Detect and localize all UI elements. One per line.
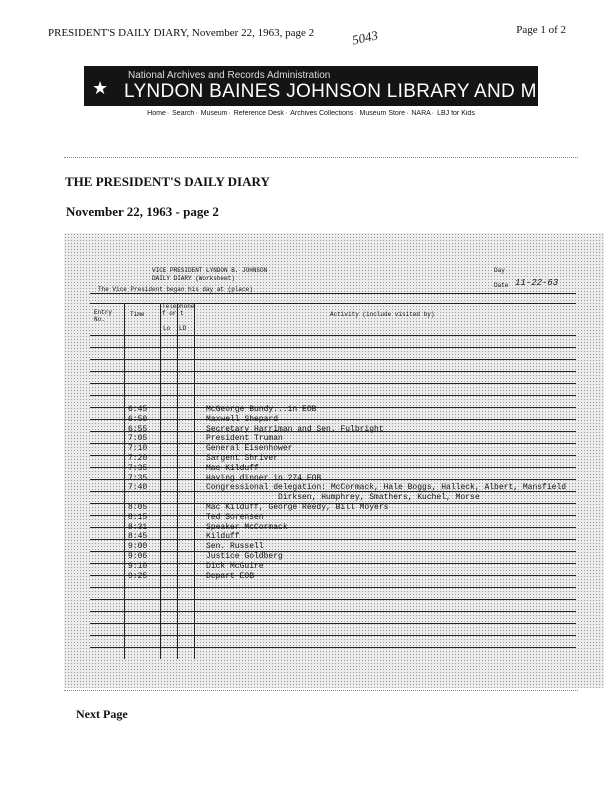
form-row-line bbox=[90, 359, 576, 360]
entry-time: 9:06 bbox=[128, 552, 148, 561]
col-time-header: Time bbox=[130, 311, 145, 318]
entry-activity: McGeorge Bundy...in EOB bbox=[206, 405, 317, 414]
form-row-line bbox=[90, 527, 576, 528]
form-date-label: Date bbox=[494, 282, 509, 289]
entry-time: 7:40 bbox=[128, 483, 148, 493]
entry-activity: Kilduff bbox=[206, 532, 240, 542]
form-place-line: DAILY DIARY (Worksheet) bbox=[152, 275, 235, 282]
form-date-value: 11-22-63 bbox=[515, 278, 559, 288]
form-row-line bbox=[90, 563, 576, 564]
library-title: LYNDON BAINES JOHNSON LIBRARY AND MUSEUM bbox=[124, 81, 607, 102]
form-row-line bbox=[90, 599, 576, 600]
form-row-line bbox=[90, 479, 576, 480]
next-page-link[interactable]: Next Page bbox=[76, 707, 128, 721]
nav-nara[interactable]: NARA bbox=[411, 110, 431, 117]
nav-home[interactable]: Home bbox=[147, 110, 166, 117]
col-entry-header: Entry No. bbox=[94, 309, 113, 323]
entry-time: 9:00 bbox=[128, 542, 148, 552]
entry-activity: Speaker McCormack bbox=[206, 522, 288, 532]
nav-archives[interactable]: Archives Collections bbox=[290, 110, 354, 117]
entry-time: 8:45 bbox=[128, 532, 148, 542]
entry-activity: Having dinner in 274 EOB bbox=[206, 473, 322, 483]
entry-time: 7:05 bbox=[128, 434, 148, 444]
entry-time: 8:05 bbox=[128, 503, 148, 512]
form-row-line bbox=[90, 467, 576, 468]
entry-activity: General Eisenhower bbox=[206, 444, 293, 454]
nav-search[interactable]: Search bbox=[172, 110, 195, 117]
diary-form bbox=[90, 265, 576, 659]
entry-time: 7:35 bbox=[128, 463, 148, 473]
entry-time: 8:31 bbox=[128, 522, 148, 532]
form-row-line bbox=[90, 371, 576, 372]
form-row-line bbox=[90, 455, 576, 456]
form-row-line bbox=[90, 635, 576, 636]
col-ld-header: LD bbox=[179, 325, 187, 332]
col-divider bbox=[194, 303, 195, 659]
form-row-line bbox=[90, 407, 576, 408]
entry-time: 7:10 bbox=[128, 444, 148, 454]
form-row-line bbox=[90, 551, 576, 552]
entry-activity: Secretary Harriman and Sen. Fulbright bbox=[206, 424, 384, 434]
entry-activity: Mac Kilduff bbox=[206, 463, 259, 473]
col-lo-header: Lo bbox=[163, 325, 171, 332]
entry-time: 6:50 bbox=[128, 414, 148, 424]
entry-activity: Sen. Russell bbox=[206, 542, 264, 552]
form-row-line bbox=[90, 395, 576, 396]
form-row-line bbox=[90, 515, 576, 516]
col-activity-header: Activity (include visited by) bbox=[330, 311, 435, 318]
entry-activity: Justice Goldberg bbox=[206, 552, 283, 561]
nav-store[interactable]: Museum Store bbox=[359, 110, 406, 117]
form-row-line bbox=[90, 419, 576, 420]
form-row-line bbox=[90, 383, 576, 384]
entry-activity: Mac Kilduff, George Reedy, Bill Moyers bbox=[206, 503, 389, 512]
star-icon: ★ bbox=[92, 78, 109, 98]
entry-activity: Depart EOB bbox=[206, 571, 255, 581]
col-divider bbox=[124, 303, 125, 659]
entry-time: 9:10 bbox=[128, 561, 148, 571]
form-row-line bbox=[90, 587, 576, 588]
form-began-line: The Vice President began his day at (place) bbox=[98, 286, 253, 293]
entry-time: 7:20 bbox=[128, 454, 148, 463]
col-divider bbox=[160, 303, 161, 659]
entry-activity: Maxwell Shepard bbox=[206, 414, 279, 424]
entry-activity: Dirksen, Humphrey, Smathers, Kuchel, Morse bbox=[278, 493, 480, 503]
nav-reference-desk[interactable]: Reference Desk bbox=[233, 110, 284, 117]
handwritten-stamp: 5043 bbox=[350, 27, 380, 48]
col-telephone-header: Telephone f or t bbox=[162, 303, 195, 317]
library-banner[interactable] bbox=[84, 66, 607, 106]
entry-activity: Sargent Shriver bbox=[206, 454, 279, 463]
entry-time: 6:55 bbox=[128, 424, 148, 434]
form-row-line bbox=[90, 347, 576, 348]
form-name-line: VICE PRESIDENT LYNDON B. JOHNSON bbox=[152, 267, 268, 274]
nav-kids[interactable]: LBJ for Kids bbox=[437, 110, 475, 117]
form-row-line bbox=[90, 575, 576, 576]
entry-activity: Ted Sorensen bbox=[206, 512, 264, 522]
form-row-line bbox=[90, 611, 576, 612]
page-header-title: PRESIDENT'S DAILY DIARY, November 22, 1963, page 2 bbox=[48, 27, 315, 39]
entry-time: 9:25 bbox=[128, 571, 148, 581]
form-day-label: Day bbox=[494, 267, 505, 274]
page-title: THE PRESIDENT'S DAILY DIARY bbox=[65, 174, 270, 189]
entry-activity: Dick McGuire bbox=[206, 561, 264, 571]
form-row-line bbox=[90, 623, 576, 624]
page-count: Page 1 of 2 bbox=[516, 24, 566, 36]
entry-activity: President Truman bbox=[206, 434, 283, 444]
form-row-line bbox=[90, 335, 576, 336]
nav-museum[interactable]: Museum bbox=[200, 110, 228, 117]
entry-time: 8:15 bbox=[128, 512, 148, 522]
nara-label: National Archives and Records Administration bbox=[128, 70, 331, 81]
form-rule bbox=[90, 293, 576, 294]
divider bbox=[64, 157, 578, 158]
divider bbox=[64, 690, 578, 691]
site-nav: Home· Search· Museum· Reference Desk· Archives Collections· Museum Store· NARA· LBJ for Kids bbox=[147, 110, 475, 117]
entry-activity: Congressional delegation: McCormack, Hale Boggs, Halleck, Albert, Mansfield bbox=[206, 483, 567, 493]
col-divider bbox=[177, 303, 178, 659]
form-row-line bbox=[90, 539, 576, 540]
form-row-line bbox=[90, 443, 576, 444]
page-subtitle: November 22, 1963 - page 2 bbox=[66, 204, 219, 219]
entry-time: 6:45 bbox=[128, 405, 148, 414]
form-row-line bbox=[90, 647, 576, 648]
entry-time: 7:35 bbox=[128, 473, 148, 483]
